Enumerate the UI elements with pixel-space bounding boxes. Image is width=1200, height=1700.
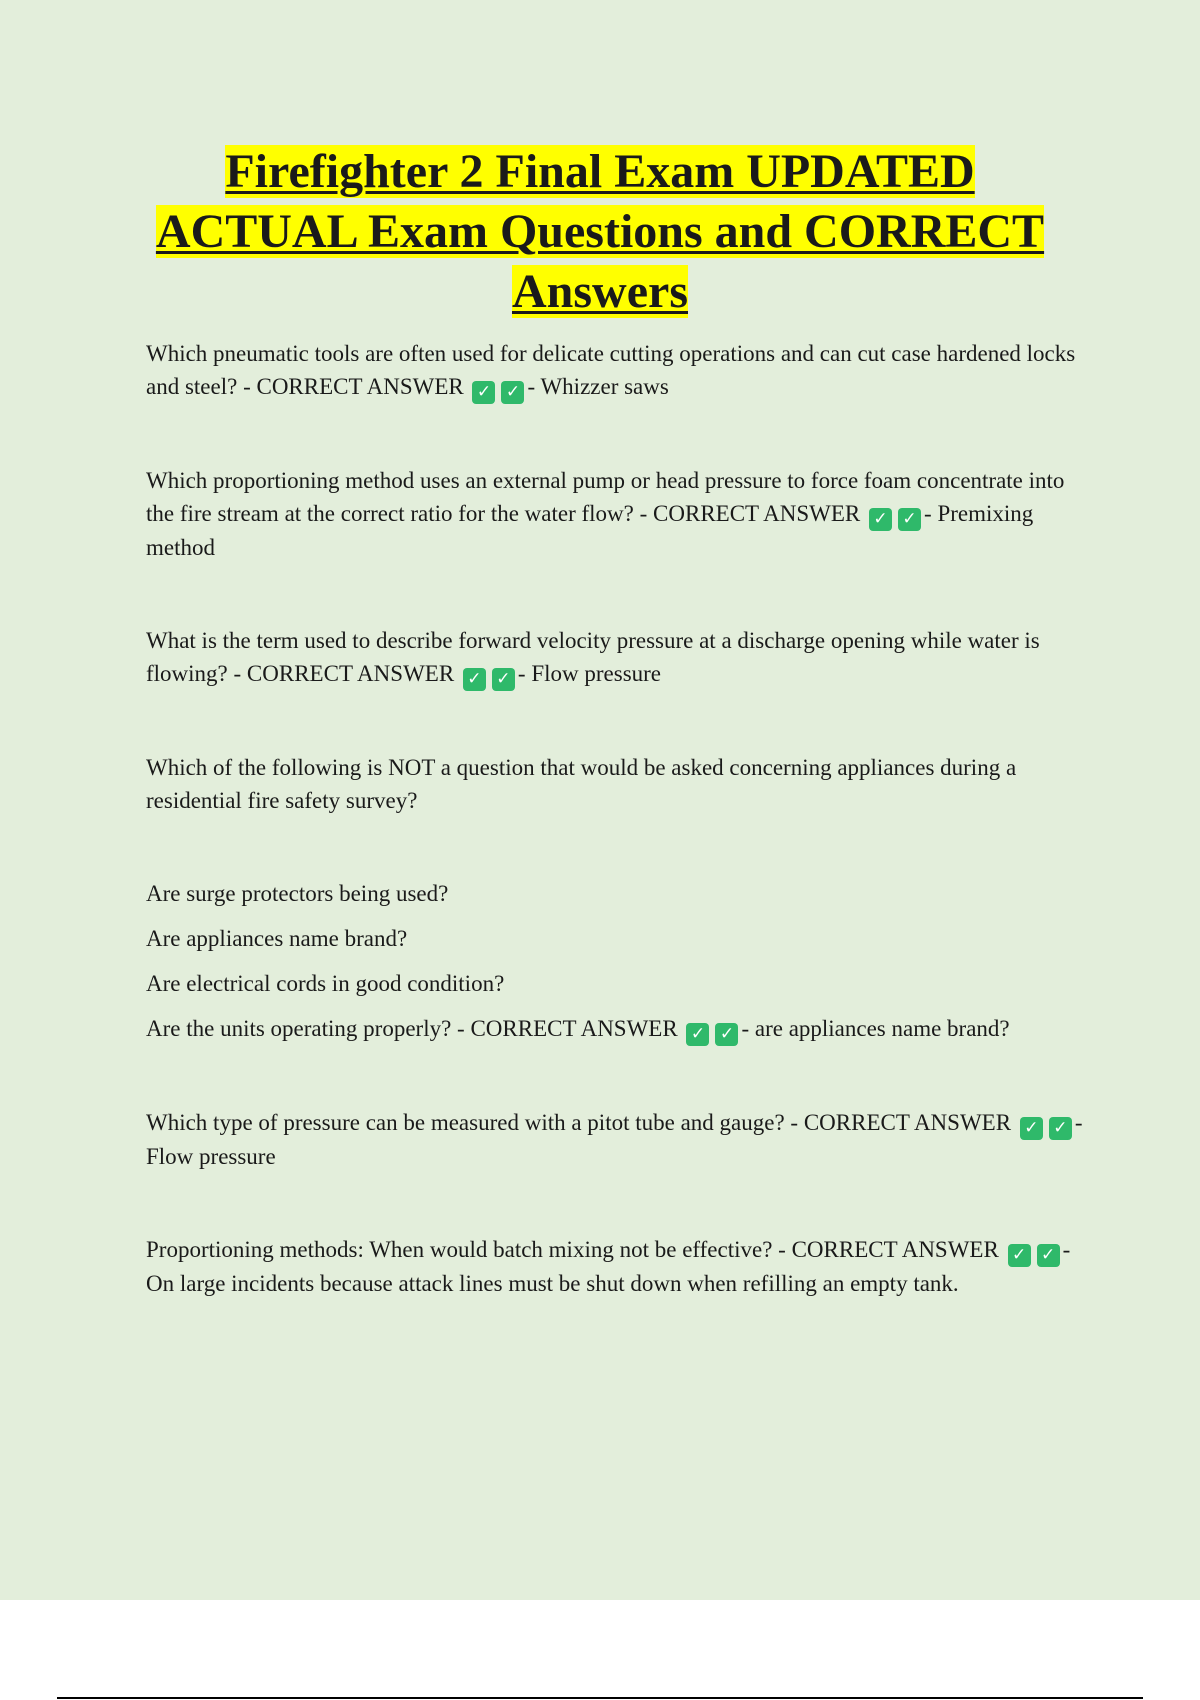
check-box-icon: ✓ <box>472 381 495 404</box>
option-text: Are surge protectors being used? <box>146 881 449 906</box>
check-box-icon: ✓ <box>1008 1244 1031 1267</box>
qa-list <box>146 337 1096 1360</box>
question-text: Proportioning methods: When would batch mixing not be effective? - CORRECT ANSWER <box>146 1237 999 1262</box>
answer-text: - Flow pressure <box>146 1110 1083 1169</box>
qa-item-6 <box>146 1233 1096 1300</box>
qa-item-5 <box>146 1106 1096 1173</box>
footer-divider <box>57 1697 1143 1699</box>
check-box-icon: ✓ <box>715 1023 738 1046</box>
qa-item-2 <box>146 464 1096 564</box>
qa-item-3 <box>146 624 1096 691</box>
check-box-icon: ✓ <box>1037 1244 1060 1267</box>
option-text: Are appliances name brand? <box>146 926 408 951</box>
answer-text: - are appliances name brand? <box>741 1016 1010 1041</box>
question-text: Which pneumatic tools are often used for delicate cutting operations and can cut case hardened locks and steel? - CORRECT ANSWER <box>146 341 1076 399</box>
option-text: Are the units operating properly? - CORRECT ANSWER <box>146 1016 678 1041</box>
check-box-icon: ✓ <box>501 381 524 404</box>
check-box-icon: ✓ <box>686 1023 709 1046</box>
title-line-1: Firefighter 2 Final Exam UPDATED <box>225 145 975 198</box>
qa-item-1 <box>146 337 1096 404</box>
option-text: Are electrical cords in good condition? <box>146 971 505 996</box>
check-box-icon: ✓ <box>463 668 486 691</box>
check-box-icon: ✓ <box>898 508 921 531</box>
document-title <box>100 142 1100 322</box>
answer-text: - Whizzer saws <box>527 374 669 399</box>
answer-text: - On large incidents because attack lines must be shut down when refilling an empty tank. <box>146 1237 1071 1296</box>
answer-text: - Flow pressure <box>517 661 662 686</box>
check-box-icon: ✓ <box>869 508 892 531</box>
qa-item-4 <box>146 751 1096 1046</box>
question-text: Which type of pressure can be measured with a pitot tube and gauge? - CORRECT ANSWER <box>146 1110 1012 1135</box>
answer-text: - Premixing method <box>146 501 1034 560</box>
check-box-icon: ✓ <box>1049 1117 1072 1140</box>
question-text: Which proportioning method uses an external pump or head pressure to force foam concentrate into the fire stream at the correct ratio for the water flow? - CORRECT ANSWER <box>146 468 1065 526</box>
title-line-2: ACTUAL Exam Questions and CORRECT <box>155 205 1045 258</box>
question-text: Which of the following is NOT a question that would be asked concerning appliances during a residential fire safety survey? <box>146 755 1017 813</box>
check-box-icon: ✓ <box>492 668 515 691</box>
title-line-3: Answers <box>512 265 688 318</box>
check-box-icon: ✓ <box>1020 1117 1043 1140</box>
question-text: What is the term used to describe forward velocity pressure at a discharge opening while water is flowing? - CORRECT ANSWER <box>146 628 1040 686</box>
option-with-answer <box>146 1012 1096 1046</box>
